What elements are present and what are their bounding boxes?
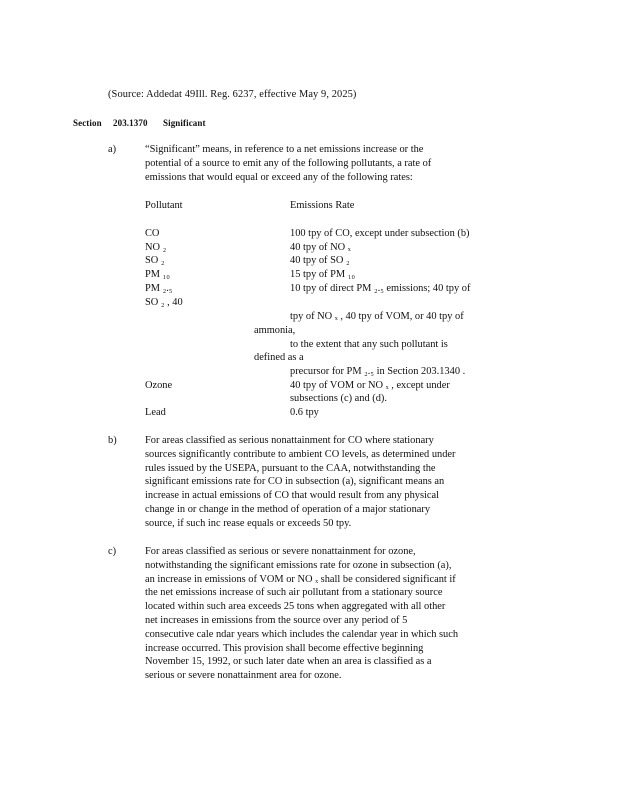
- rate-cell: 40 tpy of VOM or NO ₓ , except under: [290, 380, 450, 391]
- rate-cell: 10 tpy of direct PM ₂.₅ emissions; 40 tpy of: [290, 283, 471, 294]
- rate-cell: 100 tpy of CO, except under subsection (b): [290, 228, 470, 239]
- pollutant-cell: NO ₂: [145, 242, 167, 253]
- rate-continuation: tpy of NO ₓ , 40 tpy of VOM, or 40 tpy of: [290, 311, 464, 322]
- rate-cell: 0.6 tpy: [290, 407, 319, 418]
- para-b-line: significant emissions rate for CO in subsection (a), significant means an: [145, 476, 445, 488]
- para-b-line: sources significantly contribute to ambient CO levels, as determined under: [145, 448, 456, 460]
- para-c-line: consecutive cale ndar years which includes the calendar year in which such: [145, 628, 459, 640]
- section-number: 203.1370: [113, 118, 148, 128]
- pollutant-cell: Ozone: [145, 380, 173, 391]
- para-b-text: [145, 434, 505, 531]
- para-c-line: notwithstanding the significant emissions rate for ozone in subsection (a),: [145, 559, 452, 571]
- rate-cell: 40 tpy of SO ₂: [290, 255, 350, 266]
- rate-cell: 15 tpy of PM ₁₀: [290, 269, 355, 280]
- pollutant-cell: PM ₂.₅: [145, 283, 173, 294]
- para-b-line: change in or change in the method of operation of a major stationary: [145, 503, 431, 515]
- pollutant-cell: PM ₁₀: [145, 269, 170, 280]
- para-c-line: an increase in emissions of VOM or NO ₓ shall be considered significant if: [145, 573, 456, 585]
- pollutant-cell: SO ₂: [145, 255, 165, 266]
- para-c-line: located within such area exceeds 25 tons when aggregated with all other: [145, 601, 446, 613]
- para-c-line: the net emissions increase of such air pollutant from a stationary source: [145, 587, 443, 599]
- section-label: Section: [73, 118, 102, 128]
- rate-continuation: defined as a: [254, 352, 304, 363]
- para-b-line: rules issued by the USEPA, pursuant to the CAA, notwithstanding the: [145, 462, 436, 474]
- rate-cell: subsections (c) and (d).: [290, 393, 387, 404]
- pollutant-cell: Lead: [145, 407, 166, 418]
- para-b-line: increase in actual emissions of CO that would result from any physical: [145, 490, 440, 502]
- para-a-text: [145, 143, 485, 184]
- pollutant-cell: CO: [145, 228, 160, 239]
- rate-continuation: ammonia,: [254, 325, 296, 336]
- section-title: Significant: [163, 118, 206, 128]
- table-header-rate: Emissions Rate: [290, 200, 355, 211]
- para-a-line: emissions that would equal or exceed any of the following rates:: [145, 171, 413, 183]
- rate-cell: 40 tpy of NO ₓ: [290, 242, 351, 253]
- para-c-line: serious or severe nonattainment area for ozone.: [145, 670, 342, 682]
- para-a-line: “Significant” means, in reference to a net emissions increase or the: [145, 144, 424, 155]
- rate-continuation: precursor for PM ₂.₅ in Section 203.1340 .: [290, 366, 466, 377]
- para-a-label: a): [108, 144, 117, 155]
- para-c-line: November 15, 1992, or such later date when an area is classified as a: [145, 656, 432, 668]
- para-b-line: For areas classified as serious nonattainment for CO where stationary: [145, 435, 434, 446]
- pollutant-cell: SO ₂ , 40: [145, 297, 183, 308]
- para-b-line: source, if such inc rease equals or exceeds 50 tpy.: [145, 517, 352, 529]
- rate-continuation: to the extent that any such pollutant is: [290, 339, 448, 350]
- para-c-line: increase occurred. This provision shall become effective beginning: [145, 642, 424, 654]
- para-c-line: For areas classified as serious or severe nonattainment for ozone,: [145, 546, 416, 557]
- para-b-label: b): [108, 435, 117, 446]
- para-c-text: [145, 545, 505, 683]
- source-note: (Source: Addedat 49Ill. Reg. 6237, effective May 9, 2025): [108, 89, 357, 100]
- table-header-pollutant: Pollutant: [145, 200, 183, 211]
- para-c-line: net increases in emissions from the source over any period of 5: [145, 614, 408, 626]
- para-c-label: c): [108, 546, 117, 557]
- para-a-line: potential of a source to emit any of the following pollutants, a rate of: [145, 157, 432, 169]
